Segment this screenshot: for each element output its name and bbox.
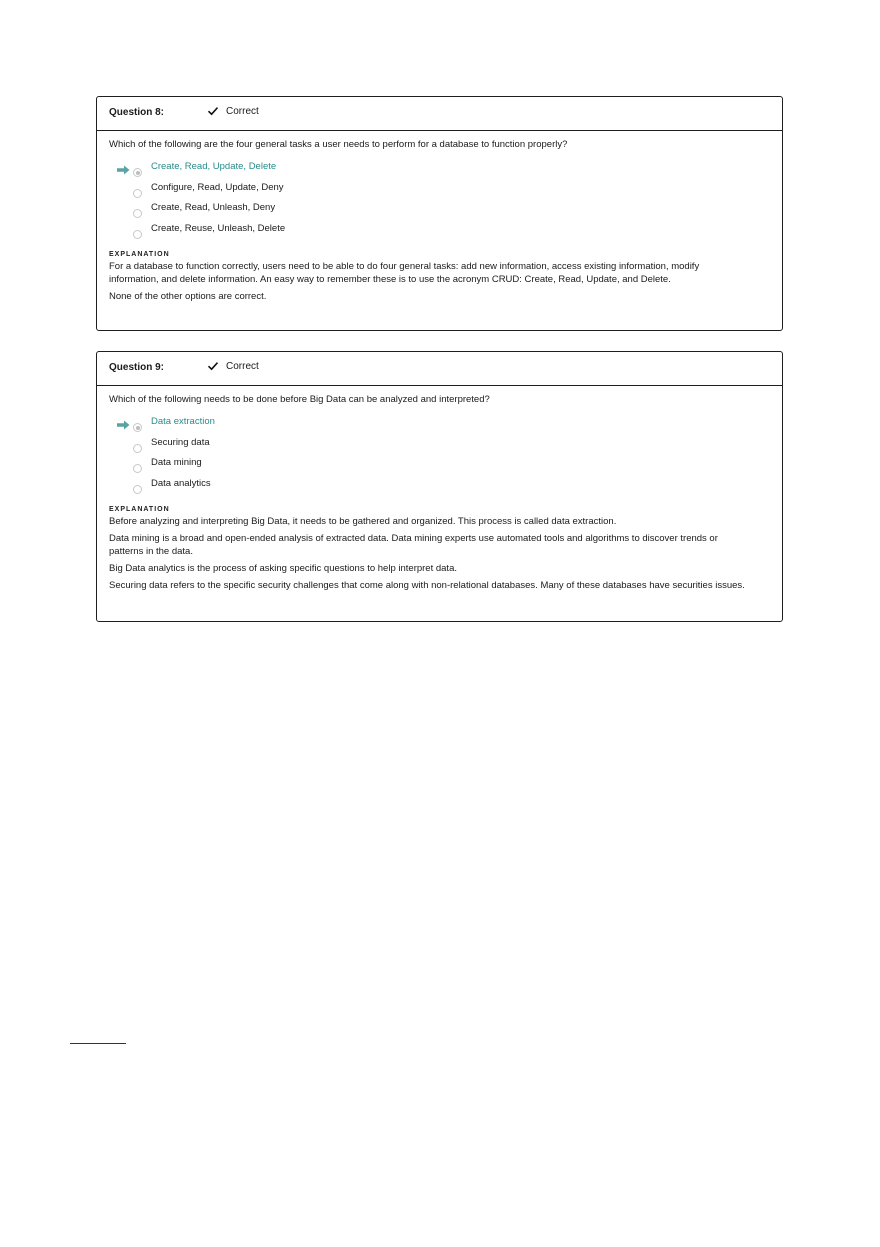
- question-title: Question 8:: [109, 107, 165, 118]
- explanation-paragraph: None of the other options are correct.: [109, 290, 267, 302]
- question-card-9: [96, 351, 783, 622]
- option-4[interactable]: [109, 477, 770, 503]
- radio-icon[interactable]: [133, 485, 142, 494]
- status-label: Correct: [226, 360, 259, 372]
- option-label: Create, Read, Unleash, Deny: [151, 202, 276, 214]
- radio-icon[interactable]: [133, 444, 142, 453]
- option-2[interactable]: [109, 436, 770, 462]
- question-text: Which of the following are the four general tasks a user needs to perform for a database to function properly?: [109, 139, 568, 150]
- explanation-paragraph: Big Data analytics is the process of asking specific questions to help interpret data.: [109, 562, 457, 574]
- question-header: [97, 97, 782, 131]
- footer-rule: [70, 1043, 126, 1044]
- question-body: [97, 386, 782, 592]
- status-badge: [207, 105, 259, 117]
- radio-icon[interactable]: [133, 423, 142, 432]
- radio-icon[interactable]: [133, 189, 142, 198]
- option-label: Data mining: [151, 457, 202, 469]
- arrow-right-icon: [117, 165, 130, 175]
- option-4[interactable]: [109, 222, 770, 248]
- explanation-heading: EXPLANATION: [109, 251, 170, 259]
- status-badge: [207, 360, 259, 372]
- option-label: Create, Reuse, Unleash, Delete: [151, 222, 286, 234]
- option-label: Data analytics: [151, 477, 211, 489]
- explanation-paragraph: Data mining is a broad and open-ended analysis of extracted data. Data mining experts use automated tools and algorithms to discover trends or patterns in the data.: [109, 533, 718, 557]
- option-label: Create, Read, Update, Delete: [151, 161, 277, 173]
- options-list: [109, 161, 770, 247]
- status-label: Correct: [226, 105, 259, 117]
- question-title: Question 9:: [109, 362, 165, 373]
- question-card-8: [96, 96, 783, 331]
- option-label: Data extraction: [151, 416, 215, 428]
- explanation-heading: EXPLANATION: [109, 506, 170, 514]
- option-label: Configure, Read, Update, Deny: [151, 181, 284, 193]
- check-icon: [207, 105, 219, 117]
- radio-icon[interactable]: [133, 464, 142, 473]
- radio-icon[interactable]: [133, 168, 142, 177]
- radio-icon[interactable]: [133, 209, 142, 218]
- question-body: [97, 131, 782, 304]
- options-list: [109, 416, 770, 502]
- question-header: [97, 352, 782, 386]
- arrow-right-icon: [117, 420, 130, 430]
- explanation-paragraph: For a database to function correctly, users need to be able to do four general tasks: add new information, access existing information, modify information, and delete information. An easy way to remember these is to use the acronym CRUD: Create, Read, Update, and Delete.: [109, 261, 700, 286]
- radio-icon[interactable]: [133, 230, 142, 239]
- check-icon: [207, 360, 219, 372]
- explanation-paragraph: Before analyzing and interpreting Big Data, it needs to be gathered and organized. This process is called data extraction.: [109, 516, 617, 528]
- explanation-paragraph: Securing data refers to the specific security challenges that come along with non-relational databases. Many of these databases have securities issues.: [109, 579, 745, 591]
- question-text: Which of the following needs to be done before Big Data can be analyzed and interpreted?: [109, 394, 490, 405]
- option-label: Securing data: [151, 436, 210, 448]
